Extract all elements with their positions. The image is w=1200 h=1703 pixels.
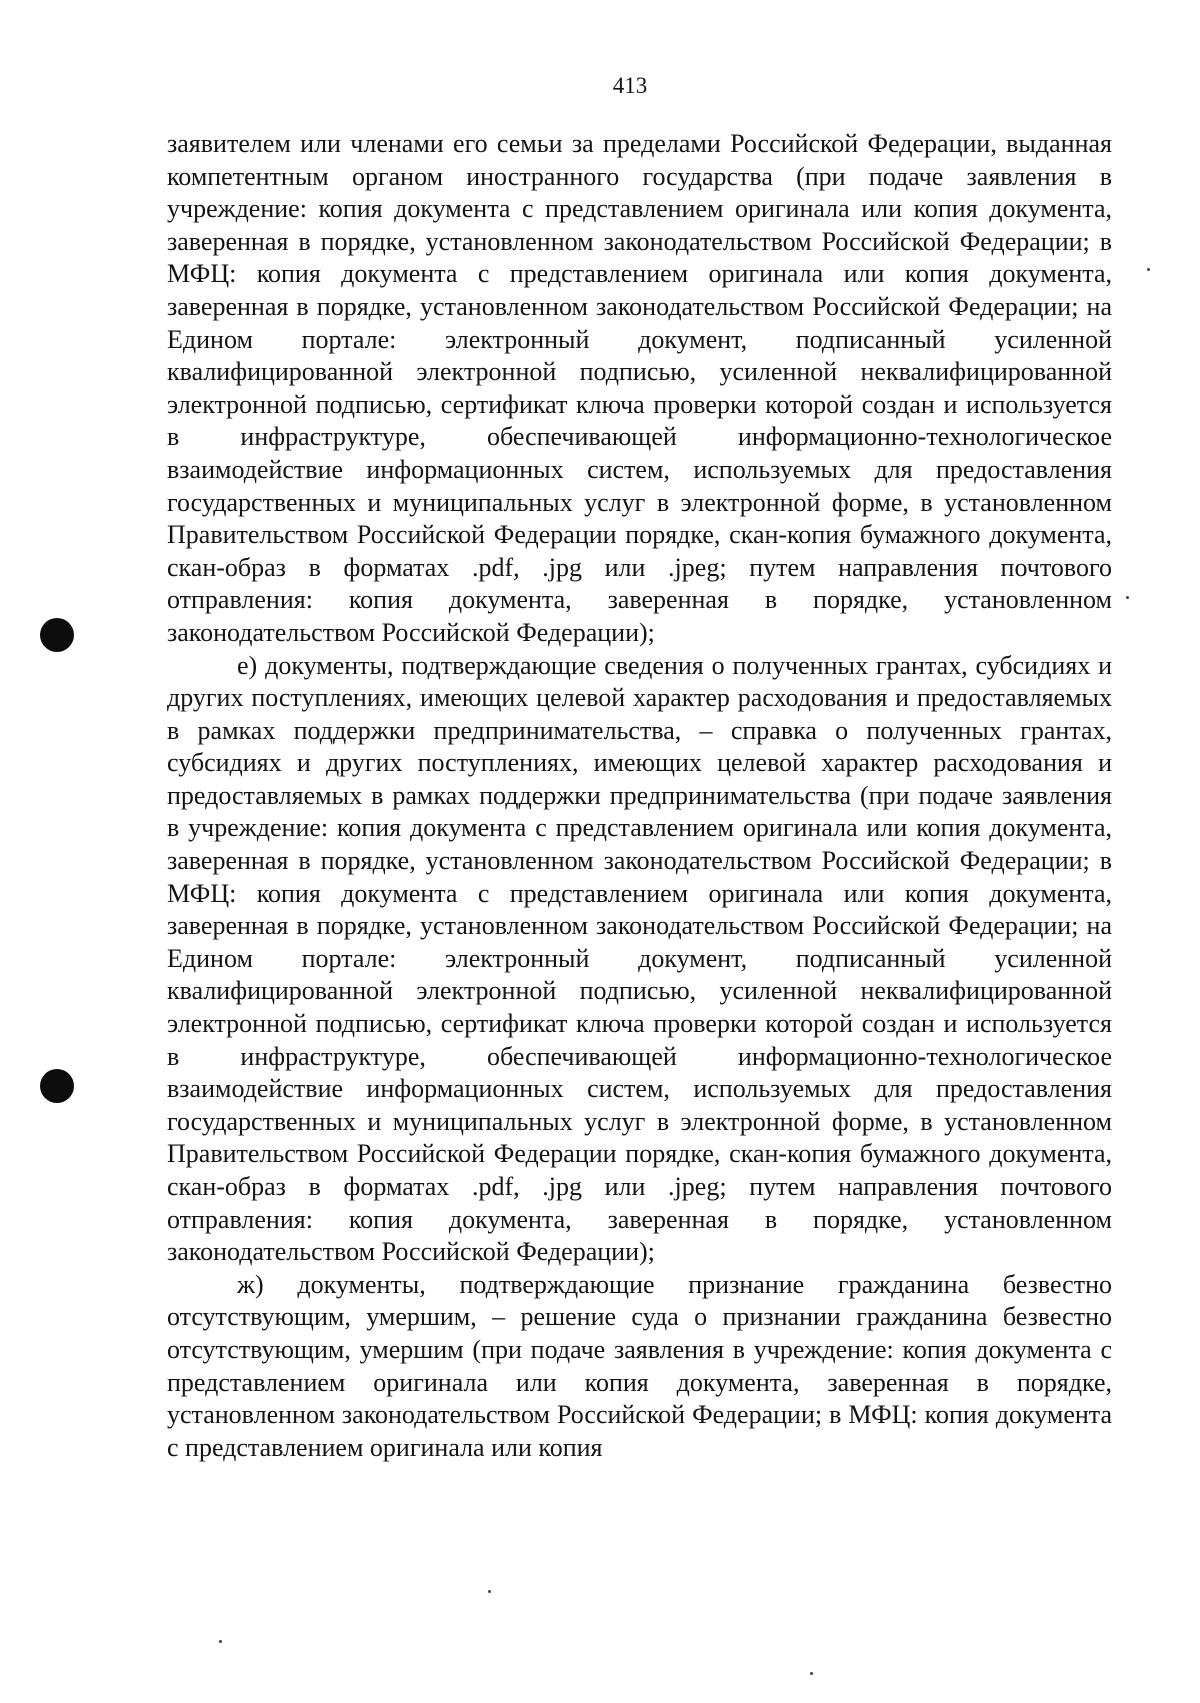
- scan-speck: [810, 1672, 813, 1675]
- scan-speck: [1147, 268, 1150, 271]
- paragraph-continuation: заявителем или членами его семьи за пределами Российской Федерации, выданная компетентным органом иностранного государства (при подаче заявления в учреждение: копия документа с представлением оригинала или копия документа, заверенная в порядке, установленном законодательством Российской Федерации; в МФЦ: копия документа с представлением оригинала или копия документа, заверенная в порядке, установленном законодательством Российской Федерации; на Едином портале: электронный документ, подписанный усиленной квалифицированной электронной подписью, усиленной неквалифицированной электронной подписью, сертификат ключа проверки которой создан и используется в инфраструктуре, обеспечивающей информационно-технологическое взаимодействие информационных систем, используемых для предоставления государственных и муниципальных услуг в электронной форме, в установленном Правительством Российской Федерации порядке, скан-копия бумажного документа, скан-образ в форматах .pdf, .jpg или .jpeg; путем направления почтового отправления: копия документа, заверенная в порядке, установленном законодательством Российской Федерации);: [167, 129, 1112, 647]
- scan-speck: [219, 1640, 222, 1643]
- body-text: [167, 128, 1112, 1464]
- scan-speck: [488, 1590, 491, 1593]
- binder-hole-top: [40, 618, 74, 652]
- page-number: 413: [612, 73, 648, 98]
- scan-speck: [1126, 596, 1129, 599]
- paragraph-item-zh: ж) документы, подтверждающие признание гражданина безвестно отсутствующим, умершим, – решение суда о признании гражданина безвестно отсутствующим, умершим (при подаче заявления в учреждение: копия документа с представлением оригинала или копия документа, заверенная в порядке, установленном законодательством Российской Федерации; в МФЦ: копия документа с представлением оригинала или копия: [167, 1269, 1112, 1462]
- binder-hole-bottom: [40, 1069, 74, 1103]
- paragraph-item-e: е) документы, подтверждающие сведения о полученных грантах, субсидиях и других поступлениях, имеющих целевой характер расходования и предоставляемых в рамках поддержки предпринимательства, – справка о полученных грантах, субсидиях и других поступлениях, имеющих целевой характер расходования и предоставляемых в рамках поддержки предпринимательства (при подаче заявления в учреждение: копия документа с представлением оригинала или копия документа, заверенная в порядке, установленном законодательством Российской Федерации; в МФЦ: копия документа с представлением оригинала или копия документа, заверенная в порядке, установленном законодательством Российской Федерации; на Едином портале: электронный документ, подписанный усиленной квалифицированной электронной подписью, усиленной неквалифицированной электронной подписью, сертификат ключа проверки которой создан и используется в инфраструктуре, обеспечивающей информационно-технологическое взаимодействие информационных систем, используемых для предоставления государственных и муниципальных услуг в электронной форме, в установленном Правительством Российской Федерации порядке, скан-копия бумажного документа, скан-образ в форматах .pdf, .jpg или .jpeg; путем направления почтового отправления: копия документа, заверенная в порядке, установленном законодательством Российской Федерации);: [167, 650, 1112, 1267]
